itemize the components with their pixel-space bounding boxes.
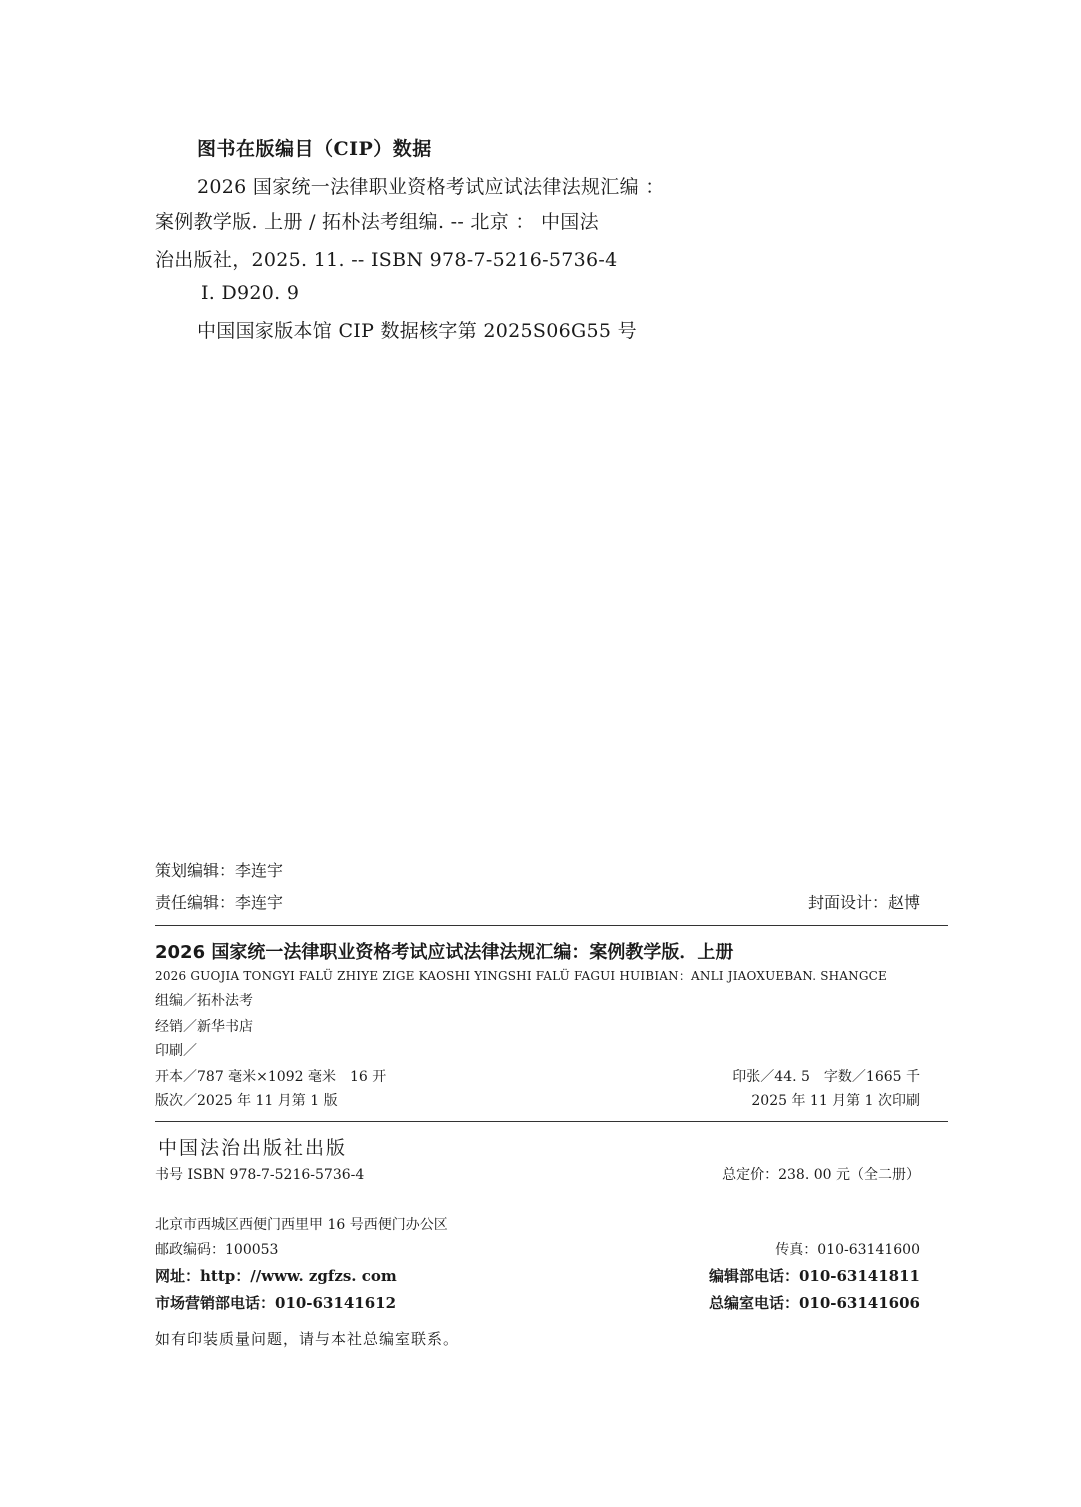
format: 开本／787 毫米×1092 毫米 16 开 xyxy=(155,1069,387,1085)
chief-office-tel: 总编室电话：010-63141606 xyxy=(708,1294,920,1312)
isbn: 书号 ISBN 978-7-5216-5736-4 xyxy=(155,1167,365,1183)
address: 北京市西城区西便门西里甲 16 号西便门办公区 xyxy=(155,1217,448,1233)
distributor: 经销／新华书店 xyxy=(155,1019,253,1035)
cip-line-5: 中国国家版本馆 CIP 数据核字第 2025S06G55 号 xyxy=(197,320,637,342)
edition: 版次／2025 年 11 月第 1 版 xyxy=(155,1093,338,1109)
compiler: 组编／拓朴法考 xyxy=(155,993,253,1009)
cip-title: 图书在版编目（CIP）数据 xyxy=(197,138,432,160)
marketing-tel: 市场营销部电话：010-63141612 xyxy=(155,1294,397,1312)
website: 网址：http：//www. zgfzs. com xyxy=(155,1267,397,1285)
cip-line-4: Ⅰ. D920. 9 xyxy=(201,282,300,304)
responsible-editor: 责任编辑：李连宇 xyxy=(155,893,284,912)
editorial-tel: 编辑部电话：010-63141811 xyxy=(708,1267,920,1285)
postcode: 邮政编码：100053 xyxy=(155,1242,279,1258)
cover-designer: 封面设计：赵博 xyxy=(807,893,920,912)
divider-top xyxy=(155,925,948,926)
cip-line-1: 2026 国家统一法律职业资格考试应试法律法规汇编 ： xyxy=(197,176,665,198)
publisher-name: 中国法治出版社出版 xyxy=(158,1137,348,1159)
fax: 传真：010-63141600 xyxy=(775,1242,920,1258)
planning-editor: 策划编辑：李连宇 xyxy=(155,861,284,880)
quality-notice: 如有印装质量问题，请与本社总编室联系。 xyxy=(155,1330,460,1348)
cip-line-2: 案例教学版. 上册 / 拓朴法考组编. -- 北京 ： 中国法 xyxy=(155,211,599,233)
book-title-cn: 2026 国家统一法律职业资格考试应试法律法规汇编：案例教学版．上册 xyxy=(155,942,734,963)
price: 总定价：238. 00 元（全二册） xyxy=(722,1167,920,1183)
impression: 2025 年 11 月第 1 次印刷 xyxy=(751,1093,920,1109)
book-title-pinyin: 2026 GUOJIA TONGYI FALÜ ZHIYE ZIGE KAOSHI YINGSHI FALÜ FAGUI HUIBIAN：ANLI JIAOXUEBAN. SHANGCE xyxy=(155,969,888,983)
cip-line-3: 治出版社，2025. 11. -- ISBN 978-7-5216-5736-4 xyxy=(155,249,618,271)
sheets-words: 印张／44. 5 字数／1665 千 xyxy=(732,1069,920,1085)
divider-bottom xyxy=(155,1121,948,1122)
printer: 印刷／ xyxy=(155,1043,197,1059)
